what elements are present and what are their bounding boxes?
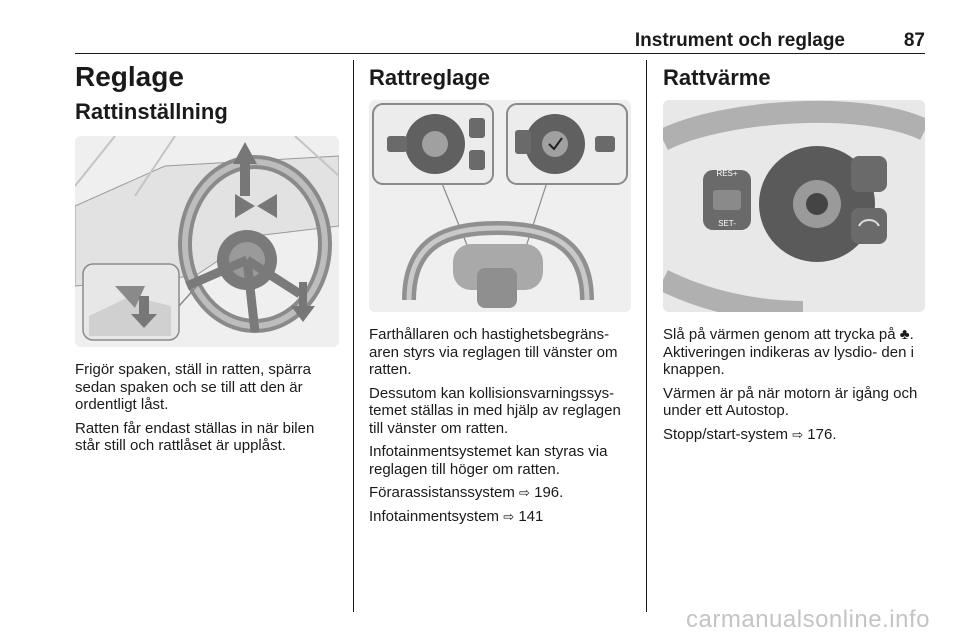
reference-page: 196.: [534, 484, 564, 501]
subsection-heading: Rattinställning: [75, 99, 228, 124]
page-header: [75, 30, 925, 54]
paragraph: Dessutom kan kollisionsvarningssys- temet ställas in med hjälp av reglagen till vänster om ratten.: [369, 384, 621, 437]
reference-page: 176.: [807, 425, 837, 443]
steering-adjust-figure: [75, 136, 339, 347]
section-heading: Rattvärme: [663, 65, 771, 90]
res-label: RES+: [716, 169, 738, 178]
page-reference-icon: ⇨: [792, 426, 804, 442]
reference-page: 141: [518, 507, 544, 525]
watermark: carmanualsonline.info: [686, 606, 930, 633]
steering-adjust-illustration: [75, 136, 339, 347]
paragraph: Infotainmentsystemet kan styras via reglagen till höger om ratten.: [369, 443, 608, 478]
steering-controls-figure: [369, 100, 631, 312]
page-reference-icon: ⇨: [503, 508, 515, 524]
paragraph: Slå på värmen genom att trycka på ♣. Aktiveringen indikeras av lysdio- den i knappen.: [663, 326, 914, 378]
heated-wheel-illustration: [663, 100, 925, 312]
column-divider-2: [646, 60, 647, 612]
paragraph: Frigör spaken, ställ in ratten, spärra sedan spaken och se till att den är ordentligt låst.: [75, 361, 311, 413]
page-reference-icon: ⇨: [519, 485, 530, 500]
reference-text: Infotainmentsystem: [369, 507, 500, 525]
paragraph: Ratten får endast ställas in när bilen står still och rattlåset är upplåst.: [75, 419, 315, 454]
set-label: SET-: [718, 219, 736, 228]
header-rule: [75, 53, 925, 54]
paragraph: Farthållaren och hastighetsbegräns- aren styrs via reglagen till vänster om ratten.: [369, 326, 618, 378]
cross-reference[interactable]: [369, 484, 631, 502]
heated-wheel-figure: [663, 100, 925, 312]
section-heading: Rattreglage: [369, 65, 491, 90]
cross-reference[interactable]: [663, 426, 925, 444]
column-divider-1: [353, 60, 354, 612]
section-title: Instrument och reglage: [634, 30, 845, 51]
column-left: [75, 58, 339, 461]
steering-controls-illustration: [369, 100, 631, 312]
cross-reference[interactable]: [369, 508, 631, 526]
page-number: 87: [903, 30, 925, 51]
column-right: [663, 58, 925, 449]
paragraph: Värmen är på när motorn är igång och under ett Autostop.: [663, 384, 918, 419]
column-middle: [369, 58, 631, 531]
section-heading: Reglage: [75, 61, 184, 92]
reference-text: Stopp/start-system: [663, 425, 789, 443]
reference-text: Förarassistanssystem: [369, 484, 515, 501]
